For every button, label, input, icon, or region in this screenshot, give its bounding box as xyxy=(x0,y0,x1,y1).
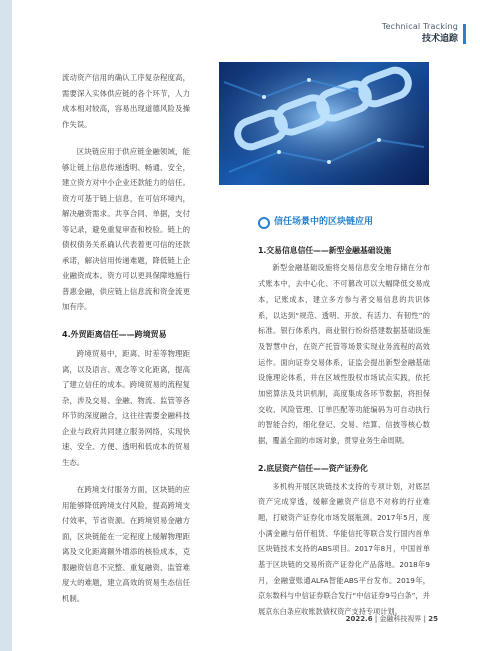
right-column xyxy=(258,215,430,632)
footer-issue: 2022.6 xyxy=(345,615,373,623)
page-footer: 2022.6 | 金融科技视界 | 25 xyxy=(345,615,438,623)
chain-link-icon xyxy=(219,62,429,185)
header-chinese: 技术追踪 xyxy=(421,34,458,44)
circle-section-icon xyxy=(258,217,270,229)
section-title xyxy=(258,215,430,231)
right-paragraph-1: 新型金融基础设施将交易信息安全地存储在分布式账本中，去中心化、不可篡改可以大幅降低交易成本，记账成本，建立多方参与者交易信息的共识体系，以达到“规范、透明、开放、有活力、有韧性”的标准。银行体系内，商业银行纷纷搭建数据基础设施及智慧中台，在资产托管等场景实现业务流程的高效运作。面向证券交易体系，证监会提出新型金融基础设施理论体系，并在区域性股权市场试点实践，依托加密算法及共识机制，高度集成各环节数据，将担保交收、风险管理、订单匹配等功能编码为可自动执行的智能合约，细化登记、交易、结算、信披等核心数据，覆盖全面的市场对象，贯穿业务生命周期。 xyxy=(258,263,430,446)
column-header xyxy=(382,22,458,44)
footer-page-number: 25 xyxy=(428,615,438,623)
right-heading-2: 2.底层资产信任——资产证券化 xyxy=(258,463,368,473)
left-paragraph-2: 区块链应用于供应链金融领域，能够让链上信息传递透明、畅通、安全，建立资方对中小企业还款能力的信任。资方可基于链上信息，在可信环境内，解决融资需求。共享合同、单据，支付等记录，避免重复审查和校验。链上的债权债务关系确认代表着更可信的还款承诺，解决信用传递难题，降低链上企业融资成本。资方可以更具保障地施行普惠金融，供应链上信息流和资金流更加有序。 xyxy=(62,147,190,311)
footer-magazine: 金融科技视界 xyxy=(379,615,422,623)
left-margin-band xyxy=(0,0,12,651)
header-accent-bar xyxy=(463,24,466,44)
blockchain-hero-image xyxy=(219,62,429,185)
right-paragraph-2: 多机构开展区块链技术支持的专项计划，对底层资产完成穿透，缓解金融资产信息不对称的行业难题，打破资产证券化市场发展瓶颈。2017年5月，度小满金融与佰仟租赁、华能信托等联合发行国内首单区块链技术支持的ABS项目。2017年8月，中国首单基于区块链的交易所资产证券化产品落地。2018年9月，金融壹账通ALFA智能ABS平台发布。2019年，京东数科与中信证券联合发行“中信证券9号白条”，并展京东白条应收账款债权资产支持专项计划。 xyxy=(258,481,430,617)
header-english: Technical Tracking xyxy=(381,22,458,31)
left-paragraph-3: 跨境贸易中，距离、时差等物理距离，以及语言、观念等文化距离，提高了建立信任的成本。跨境贸易的流程复杂，涉及交易、金融、物流、监管等各环节的深度融合，这往往需要金融科技企业与政府共同建立服务网络，实现快速、安全、方便、透明和低成本的贸易生态。 xyxy=(62,349,190,467)
left-heading-4: 4.外贸距离信任——跨境贸易 xyxy=(62,329,167,339)
left-paragraph-4: 在跨境支付服务方面，区块链的应用能够降低跨境支付风险，提高跨境支付效率，节省资源。在跨境贸易金融方面，区块链能在一定程度上缓解物理距离及文化距离额外增添的核验成本，克服融资信息不完整、重复融资、监管难度大的难题，建立高效的贸易生态信任机制。 xyxy=(62,485,190,603)
right-heading-1: 1.交易信息信任——新型金融基础设施 xyxy=(258,245,392,255)
left-paragraph-1: 流动资产信用的确认工序复杂程度高，需要深入实体供应链的各个环节，人力成本相对较高，容易出现道德风险及操作失误。 xyxy=(62,73,190,129)
left-column xyxy=(62,70,190,618)
section-title-text: 信任场景中的区块链应用 xyxy=(274,217,374,227)
